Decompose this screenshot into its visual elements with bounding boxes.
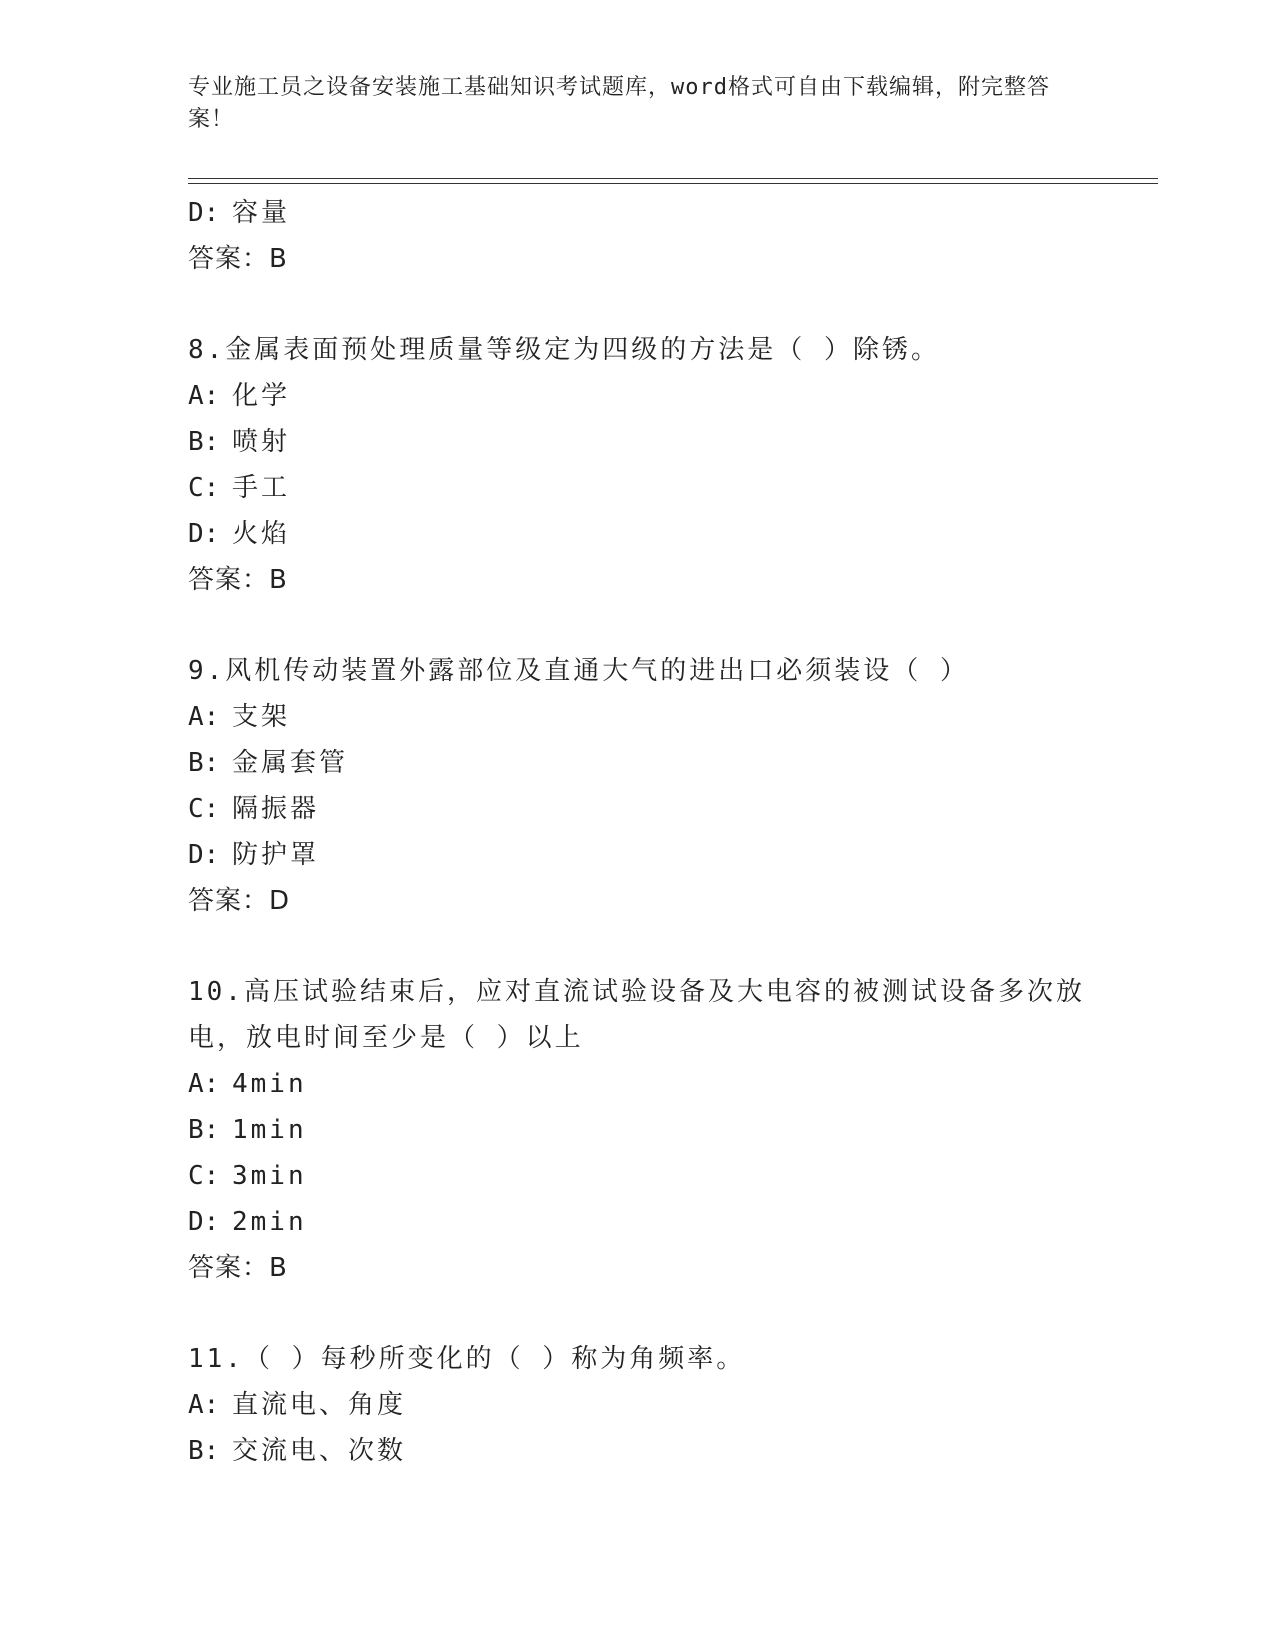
- question-stem: 10.高压试验结束后，应对直流试验设备及大电容的被测试设备多次放: [188, 977, 1085, 1007]
- option-prefix: C:: [188, 1161, 220, 1191]
- question-stem: 8.金属表面预处理质量等级定为四级的方法是（ ）除锈。: [188, 335, 940, 365]
- option-prefix: A:: [188, 1069, 220, 1099]
- option-text: 金属套管: [232, 748, 349, 778]
- option-prefix: D:: [188, 840, 220, 870]
- option-prefix: C:: [188, 473, 220, 503]
- option-b: [188, 1107, 1088, 1153]
- option-text: 交流电、次数: [232, 1436, 407, 1466]
- option-prefix: C:: [188, 794, 220, 824]
- option-prefix: B:: [188, 1436, 220, 1466]
- option-prefix: D:: [188, 198, 220, 228]
- header-divider-top: [188, 178, 1158, 179]
- option-b: [188, 1428, 1088, 1474]
- option-text: 化学: [232, 381, 291, 411]
- option-b: [188, 419, 1088, 465]
- option-prefix: B:: [188, 427, 220, 457]
- option-text: 防护罩: [232, 840, 320, 870]
- option-c: [188, 465, 1088, 511]
- option-a: [188, 1382, 1088, 1428]
- option-a: [188, 1061, 1088, 1107]
- option-prefix: A:: [188, 381, 220, 411]
- option-text: 4min: [232, 1069, 307, 1099]
- option-prefix: A:: [188, 702, 220, 732]
- document-header: 专业施工员之设备安装施工基础知识考试题库，word格式可自由下载编辑，附完整答案！: [188, 75, 1050, 132]
- option-a: [188, 694, 1088, 740]
- option-d: [188, 832, 1088, 878]
- answer-line: 答案：B: [188, 244, 288, 274]
- option-c: [188, 786, 1088, 832]
- question-stem: 9.风机传动装置外露部位及直通大气的进出口必须装设（ ）: [188, 656, 969, 686]
- option-a: [188, 373, 1088, 419]
- question-stem-continued: 电，放电时间至少是（ ）以上: [188, 1023, 584, 1053]
- question-stem: 11.（ ）每秒所变化的（ ）称为角频率。: [188, 1344, 746, 1374]
- option-text: 喷射: [232, 427, 291, 457]
- option-c: [188, 1153, 1088, 1199]
- answer-line: 答案：D: [188, 886, 291, 916]
- option-d: [188, 1199, 1088, 1245]
- question-list: [188, 190, 1088, 1474]
- answer-line: 答案：B: [188, 565, 288, 595]
- option-text: 火焰: [232, 519, 291, 549]
- option-d: [188, 511, 1088, 557]
- option-text: 容量: [232, 198, 291, 228]
- option-prefix: B:: [188, 748, 220, 778]
- option-prefix: D:: [188, 519, 220, 549]
- option-b: [188, 740, 1088, 786]
- option-prefix: B:: [188, 1115, 220, 1145]
- option-prefix: D:: [188, 1207, 220, 1237]
- option-text: 1min: [232, 1115, 307, 1145]
- option-text: 3min: [232, 1161, 307, 1191]
- option-prefix: A:: [188, 1390, 220, 1420]
- option-d: [188, 190, 1088, 236]
- header-divider-bottom: [188, 183, 1158, 184]
- answer-line: 答案：B: [188, 1253, 288, 1283]
- option-text: 支架: [232, 702, 291, 732]
- option-text: 2min: [232, 1207, 307, 1237]
- option-text: 隔振器: [232, 794, 320, 824]
- option-text: 直流电、角度: [232, 1390, 407, 1420]
- option-text: 手工: [232, 473, 291, 503]
